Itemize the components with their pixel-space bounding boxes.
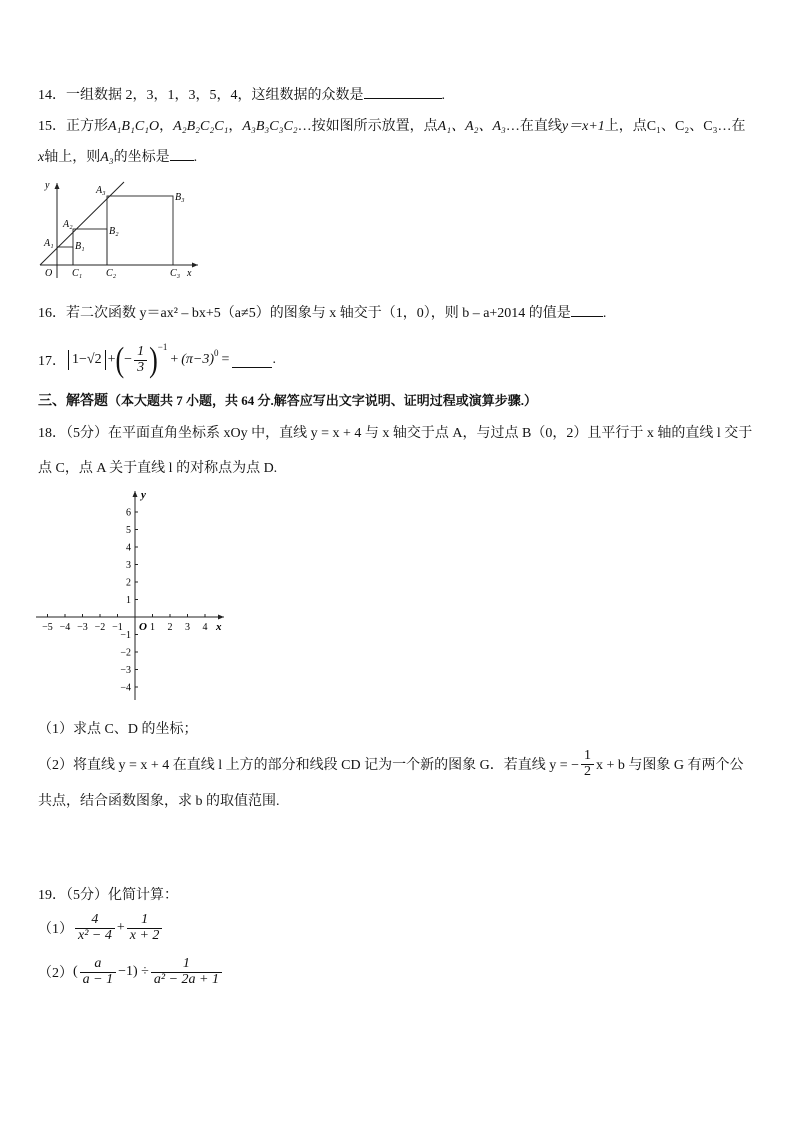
q18-x-tick-label: 2 — [167, 622, 173, 633]
q19-frac-den: a² − 2a + 1 — [151, 972, 222, 988]
q16-answer-blank[interactable] — [571, 304, 603, 317]
question-14 — [38, 84, 445, 104]
q18-y-tick-label: 5 — [126, 525, 131, 536]
q15-fig-x-label: x — [187, 268, 192, 279]
q18-y-tick-label: 2 — [126, 577, 131, 589]
section-3-title: 三、解答题 — [38, 394, 108, 409]
q17-plus: + — [170, 352, 179, 367]
q19-p2-label: （2） — [38, 966, 73, 981]
q18-frac-den: 2 — [581, 764, 594, 780]
q17-exp-1: −1 — [157, 342, 168, 352]
q15-points-c: C₁、C₂、C₃ — [646, 119, 718, 134]
q19-p1-label: （1） — [38, 922, 73, 937]
q18-text: 点 C，点 A 关于直线 l 的对称点为点 D. — [38, 461, 278, 476]
section-3-header — [38, 390, 537, 410]
question-18-line-1 — [38, 422, 752, 442]
q17-num: 17． — [38, 354, 66, 369]
question-18-line-2 — [38, 457, 277, 477]
q19-frac-num: 4 — [91, 911, 99, 927]
q19-frac-den: x + 2 — [127, 928, 163, 944]
q18-part-1-text: （1）求点 C、D 的坐标； — [38, 722, 198, 737]
q18-y-tick-label: −3 — [120, 665, 131, 676]
question-19 — [38, 884, 178, 904]
q18-x-tick-label: 3 — [185, 622, 190, 633]
q17-exp-2: 0 — [214, 348, 219, 358]
q18-axes — [36, 489, 224, 700]
q18-part-1 — [38, 718, 197, 738]
q17-fraction — [134, 345, 147, 375]
q18-x-tick-label: −1 — [112, 622, 123, 633]
q18-part-2-text: （2）将直线 y = x + 4 在直线 l 上方的部分和线段 CD 记为一个新的图象 G．若直线 y = − — [38, 758, 580, 773]
q17-plus: + — [107, 352, 116, 367]
question-16 — [38, 302, 606, 322]
q15-text: …在 — [717, 119, 746, 134]
q16-end: . — [602, 306, 607, 321]
q19-plus: + — [116, 920, 125, 935]
q17-end: . — [272, 352, 276, 367]
q17-abs — [68, 350, 106, 370]
q19-title: 19．（5分）化简计算： — [38, 888, 178, 903]
q18-x-tick-label: −5 — [42, 622, 53, 633]
q15-fig-c2: C₂ — [106, 268, 117, 279]
q15-line-eq: y＝x+1 — [561, 119, 605, 134]
q15-square-1: A₁B₁C₁O — [108, 119, 160, 134]
q18-y-tick-label: −4 — [120, 682, 131, 694]
q19-frac-num: 1 — [182, 955, 190, 971]
q15-answer-blank[interactable] — [170, 148, 194, 161]
q18-x-tick-label: 1 — [150, 622, 155, 633]
q18-y-tick-label: 6 — [126, 507, 131, 519]
question-17 — [38, 340, 276, 380]
q18-origin-label: O — [139, 621, 147, 633]
q15-text: …按如图所示放置，点 — [297, 119, 438, 134]
q15-points-a: A₁、A₂、A₃ — [437, 119, 506, 134]
q15-fig-c3: C₃ — [170, 268, 181, 279]
q18-part-2-fraction — [581, 749, 594, 779]
q19-paren-open: ( — [73, 964, 78, 979]
q17-frac-den: 3 — [134, 360, 147, 376]
q19-frac-den: x² − 4 — [75, 928, 115, 944]
q18-y-label: y — [141, 489, 146, 501]
q15-end: . — [193, 150, 198, 165]
q17-paren-open: ( — [115, 339, 125, 379]
q19-part-1 — [38, 908, 164, 948]
q18-part-2-text: 共点，结合函数图象，求 b 的取值范围. — [38, 794, 280, 809]
q19-frac-num: 1 — [141, 911, 149, 927]
q15-fig-a2: A₂ — [63, 219, 73, 230]
q15-line-y-x-plus-1 — [40, 182, 124, 265]
q19-p2-fraction-2 — [151, 957, 222, 987]
q18-part-2-text: x + b 与图象 G 有两个公 — [596, 758, 744, 773]
q18-y-tick-label: 4 — [126, 542, 131, 554]
q14-text: 14．一组数据 2，3，1，3，5，4，这组数据的众数是 — [38, 88, 364, 103]
q15-figure — [36, 178, 206, 280]
question-15 — [38, 115, 745, 135]
q18-y-tick-label: 1 — [126, 595, 131, 606]
q15-x: x — [38, 150, 45, 165]
q15-text: 轴上，则 — [44, 150, 101, 165]
q18-y-tick-label: −1 — [120, 630, 131, 641]
q18-y-tick-label: 3 — [126, 560, 131, 571]
q15-x-arrow — [192, 263, 198, 268]
q15-fig-b3: B₃ — [175, 192, 185, 203]
q14-end: . — [441, 88, 445, 103]
q18-x-label: x — [216, 621, 222, 633]
q15-fig-origin: O — [45, 268, 53, 279]
q15-sep: ， — [228, 119, 243, 134]
q15-num: 15．正方形 — [38, 119, 108, 134]
q15-text: …在直线 — [505, 119, 562, 134]
q18-x-tick-label: −4 — [59, 622, 71, 633]
q17-equals: = — [221, 352, 230, 367]
q16-text: 16．若二次函数 y＝ax² – bx+5（a≠5）的图象与 x 轴交于（1，0），则 b – a+2014 的值是 — [38, 306, 571, 321]
q19-p1-fraction-2 — [127, 913, 163, 943]
q15-square-3: A₃B₃C₃C₂ — [242, 119, 298, 134]
q17-answer-blank[interactable] — [232, 353, 272, 368]
q15-fig-a3: A₃ — [96, 185, 106, 196]
question-15-line-2 — [38, 146, 197, 166]
q18-part-2 — [38, 744, 744, 784]
q17-pi-term: (π−3) — [181, 352, 215, 367]
q18-x-tick-label: 4 — [202, 622, 208, 633]
q15-square-1 — [57, 247, 73, 265]
q19-p2-mid: −1) ÷ — [118, 964, 149, 979]
q18-x-tick-label: −3 — [77, 622, 88, 633]
q15-fig-c1: C₁ — [72, 268, 83, 279]
q19-frac-num: a — [94, 955, 102, 971]
q17-frac-num: 1 — [137, 343, 145, 359]
q19-p2-fraction-1 — [80, 957, 116, 987]
q19-p1-fraction-1 — [75, 913, 115, 943]
q18-coordinate-grid — [34, 488, 230, 704]
q17-abs-content: 1−√2 — [72, 352, 102, 367]
q15-square-2: A₂B₂C₂C₁ — [173, 119, 229, 134]
q19-frac-den: a − 1 — [80, 972, 116, 988]
section-3-note: （本大题共 7 小题，共 64 分.解答应写出文字说明、证明过程或演算步骤.） — [108, 393, 538, 408]
q15-y-arrow — [55, 183, 60, 189]
q17-frac-sign: − — [124, 352, 133, 367]
q15-text: 的坐标是 — [113, 150, 170, 165]
q18-part-2-line-2 — [38, 790, 280, 810]
q18-text: 18．（5分）在平面直角坐标系 xOy 中，直线 y = x + 4 与 x 轴交于点 A，与过点 B（0，2）且平行于 x 轴的直线 l 交于 — [38, 426, 753, 441]
q15-text: 上，点 — [604, 119, 647, 134]
q15-sep: ， — [159, 119, 174, 134]
q15-fig-b1: B₁ — [75, 241, 85, 252]
q15-fig-y-label: y — [45, 180, 50, 191]
q18-y-arrow — [133, 491, 138, 497]
q15-a3: A₃ — [100, 150, 114, 165]
q18-y-tick-label: −2 — [120, 647, 131, 659]
q17-paren-close: ) — [149, 339, 158, 379]
q18-x-arrow — [218, 615, 224, 620]
q19-part-2 — [38, 952, 224, 992]
q14-answer-blank[interactable] — [364, 86, 442, 99]
q15-fig-b2: B₂ — [109, 226, 119, 237]
q15-fig-a1: A₁ — [44, 238, 54, 249]
q18-x-tick-label: −2 — [94, 622, 106, 633]
q18-frac-num: 1 — [584, 747, 592, 763]
